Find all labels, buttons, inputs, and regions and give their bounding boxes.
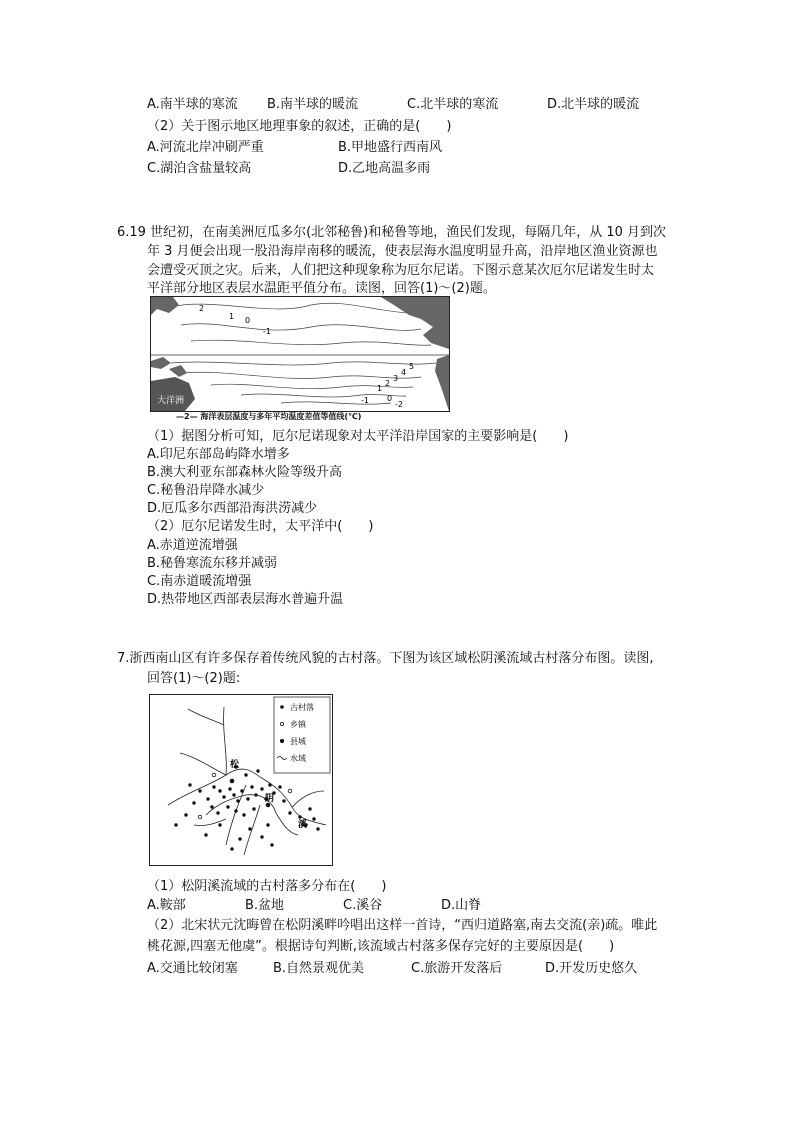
asia-landmass — [151, 297, 179, 315]
county-legend-icon — [280, 739, 285, 744]
legend-water: 水域 — [290, 754, 306, 763]
legend-township: 乡镇 — [290, 720, 306, 729]
q7-sub1-option-b: B.盆地 — [245, 898, 285, 913]
indonesia-landmass — [151, 357, 171, 369]
q6-sub2-option-d: D.热带地区西部表层海水普遍升温 — [147, 592, 344, 607]
river-char-xi: 溪 — [298, 820, 308, 830]
isotherm-label-11: -1 — [361, 396, 369, 405]
isotherm-label-10: 0 — [387, 394, 393, 403]
q7-sub2-option-d: D.开发历史悠久 — [545, 961, 638, 976]
el-nino-map-svg — [151, 297, 449, 411]
q6-sub1-option-d: D.厄瓜多尔西部沿海洪涝减少 — [147, 501, 318, 516]
q5-option-a: A.南半球的寒流 — [147, 97, 238, 112]
q6-sub2-option-b: B.秘鲁寒流东移并减弱 — [147, 556, 278, 571]
q6-sub2-option-a: A.赤道逆流增强 — [147, 538, 238, 553]
el-nino-map — [150, 296, 450, 412]
q6-sub1-option-a: A.印尼东部岛屿降水增多 — [147, 447, 290, 462]
isotherm-label-6: 4 — [401, 368, 407, 377]
q7-sub1-stem: （1）松阴溪流域的古村落多分布在( ) — [147, 879, 387, 894]
isotherm-label-1: 2 — [199, 304, 205, 313]
q7-sub1-option-c: C.溪谷 — [343, 898, 383, 913]
q7-sub1-option-d: D.山脊 — [441, 898, 482, 913]
q5-option-d: D.北半球的暖流 — [547, 97, 640, 112]
q6-stem-line-1: 6.19 世纪初，在南美洲厄瓜多尔(北邻秘鲁)和秘鲁等地，渔民们发现，每隔几年，从 10 月到次 — [117, 225, 667, 240]
q6-sub2-option-c: C.南赤道暖流增强 — [147, 574, 252, 589]
songyin-basin-map — [149, 694, 333, 866]
q6-sub1-stem: （1）据图分析可知，厄尔尼诺现象对太平洋沿岸国家的主要影响是( ) — [147, 429, 569, 444]
q5-sub2-option-b: B.甲地盛行西南风 — [338, 140, 443, 155]
q6-stem-line-4: 平洋部分地区表层水温距平值分布。读图，回答(1)～(2)题。 — [147, 281, 496, 296]
isotherm-label-4: -1 — [263, 327, 271, 336]
q6-stem-line-2: 年 3 月便会出现一股沿海岸南移的暖流，使表层海水温度明显升高，沿岸地区渔业资源也 — [147, 244, 658, 259]
isotherm-label-9: 1 — [377, 384, 383, 393]
q5-sub2-stem: （2）关于图示地区地理事象的叙述，正确的是( ) — [147, 119, 452, 134]
q7-sub2-option-a: A.交通比较闭塞 — [147, 961, 238, 976]
q6-stem-line-3: 会遭受灭顶之灾。后来，人们把这种现象称为厄尔尼诺。下图示意某次厄尔尼诺发生时太 — [147, 263, 655, 278]
songyin-basin-svg — [150, 695, 332, 865]
county-marker-1 — [229, 778, 234, 783]
south-america-landmass — [435, 355, 449, 411]
township-marker-2 — [288, 789, 292, 793]
legend-ancient-village: 古村落 — [290, 703, 314, 712]
isotherm-label-12: -2 — [395, 400, 403, 409]
isotherm-label-5: 5 — [409, 362, 415, 371]
isotherm-lines — [171, 303, 436, 404]
ancient-village-legend-icon — [280, 705, 284, 709]
q7-sub2-option-c: C.旅游开发落后 — [411, 961, 503, 976]
river-char-song: 松 — [230, 760, 240, 770]
legend-county: 县城 — [290, 737, 306, 746]
new-guinea-landmass — [169, 365, 187, 377]
isotherm-label-3: 0 — [245, 316, 251, 325]
q5-option-b: B.南半球的暖流 — [267, 97, 359, 112]
north-america-landmass — [381, 297, 449, 349]
isotherm-label-7: 3 — [393, 374, 399, 383]
q5-sub2-option-d: D.乙地高温多雨 — [338, 161, 431, 176]
township-marker-3 — [198, 815, 202, 819]
q5-sub2-option-a: A.河流北岸冲刷严重 — [147, 140, 264, 155]
q5-sub2-option-c: C.湖泊含盐量较高 — [147, 161, 252, 176]
q7-sub2-line-2: 桃花源,四塞无他虞”。根据诗句判断,该流域古村落多保存完好的主要原因是( ) — [147, 939, 615, 954]
q6-sub1-option-b: B.澳大利亚东部森林火险等级升高 — [147, 465, 343, 480]
oceania-label: 大洋洲 — [157, 396, 185, 406]
q7-stem-line-1: 7.浙西南山区有许多保存着传统风貌的古村落。下图为该区域松阴溪流域古村落分布图。读图, — [117, 651, 654, 666]
q7-stem-line-2: 回答(1)～(2)题: — [147, 671, 241, 686]
township-marker-1 — [212, 773, 216, 777]
ancient-village-dots — [174, 765, 319, 850]
q6-sub1-option-c: C.秘鲁沿岸降水减少 — [147, 483, 265, 498]
q7-sub2-option-b: B.自然景观优美 — [273, 961, 365, 976]
el-nino-map-legend: —2— 海洋表层温度与多年平均温度差值等值线(℃) — [176, 412, 362, 421]
q7-sub1-option-a: A.鞍部 — [147, 898, 186, 913]
q6-sub2-stem: （2）厄尔尼诺发生时，太平洋中( ) — [147, 519, 374, 534]
q5-option-c: C.北半球的寒流 — [407, 97, 499, 112]
isotherm-label-8: 2 — [385, 379, 391, 388]
q7-sub2-line-1: （2）北宋状元沈晦曾在松阴溪畔吟唱出这样一首诗，“西归道路塞,南去交流(亲)疏。唯此 — [147, 918, 658, 933]
isotherm-label-2: 1 — [229, 312, 235, 321]
river-char-yin: 阴 — [265, 794, 275, 804]
